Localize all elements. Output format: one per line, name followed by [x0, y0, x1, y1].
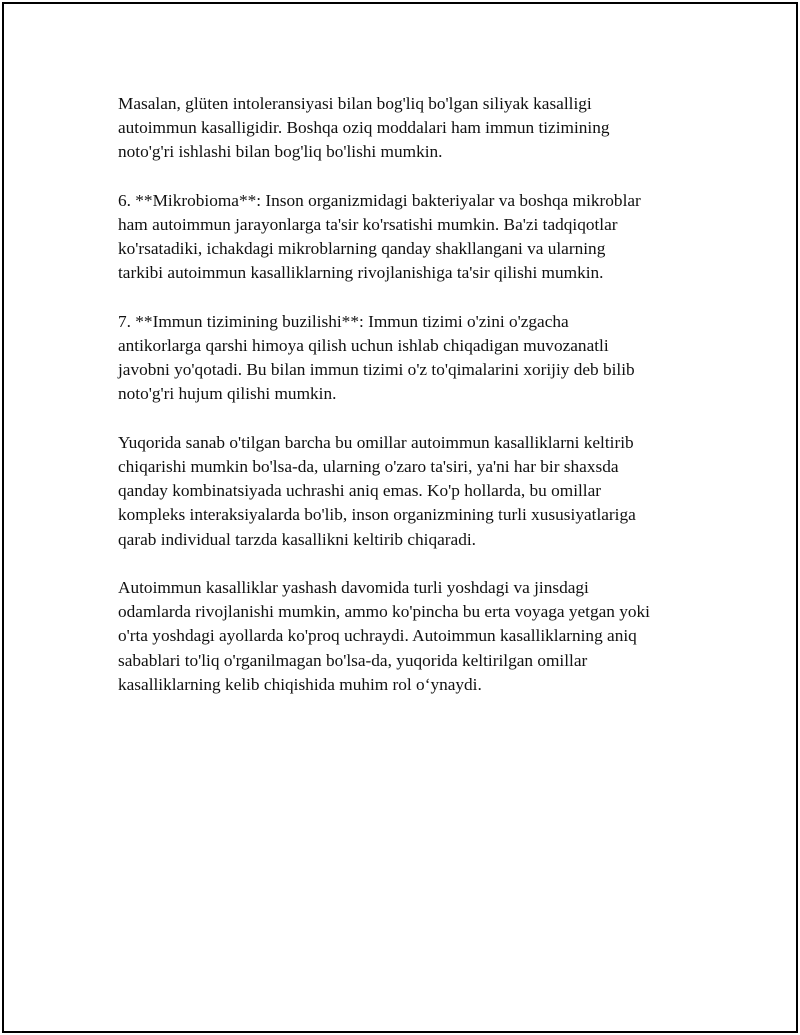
paragraph-immune-disruption: [118, 310, 708, 407]
text-line: ko'rsatadiki, ichakdagi mikroblarning qanday shakllangani va ularning: [118, 239, 606, 259]
text-line: o'rta yoshdagi ayollarda ko'proq uchraydi. Autoimmun kasalliklarning aniq: [118, 626, 637, 646]
text-line: sabablari to'liq o'rganilmagan bo'lsa-da, yuqorida keltirilgan omillar: [118, 650, 588, 670]
paragraph-summary-factors: [118, 431, 708, 552]
paragraph-celiac: [118, 92, 708, 165]
text-line: qanday kombinatsiyada uchrashi aniq emas. Ko'p hollarda, bu omillar: [118, 481, 602, 501]
text-line: Yuqorida sanab o'tilgan barcha bu omillar autoimmun kasalliklarni keltirib: [118, 432, 634, 452]
text-line: Masalan, glüten intoleransiyasi bilan bog'liq bo'lgan siliyak kasalligi: [118, 94, 592, 113]
text-line: qarab individual tarzda kasallikni keltirib chiqaradi.: [118, 529, 476, 549]
text-line: noto'g'ri hujum qilishi mumkin.: [118, 384, 337, 404]
text-line: 6. **Mikrobioma**: Inson organizmidagi bakteriyalar va boshqa mikroblar: [118, 190, 641, 210]
text-line: kompleks interaksiyalarda bo'lib, inson organizmining turli xususiyatlariga: [118, 505, 636, 525]
text-line: kasalliklarning kelib chiqishida muhim rol o‘ynaydi.: [118, 674, 482, 694]
paragraph-conclusion: [118, 576, 708, 697]
paragraph-microbiome: [118, 189, 708, 286]
text-line: Autoimmun kasalliklar yashash davomida turli yoshdagi va jinsdagi: [118, 578, 589, 597]
text-line: autoimmun kasalligidir. Boshqa oziq moddalari ham immun tizimining: [118, 118, 610, 138]
text-line: javobni yo'qotadi. Bu bilan immun tizimi o'z to'qimalarini xorijiy deb bilib: [118, 360, 635, 380]
text-line: noto'g'ri ishlashi bilan bog'liq bo'lishi mumkin.: [118, 142, 443, 162]
text-line: antikorlarga qarshi himoya qilish uchun ishlab chiqadigan muvozanatli: [118, 336, 609, 355]
text-line: odamlarda rivojlanishi mumkin, ammo ko'pincha bu erta voyaga yetgan yoki: [118, 602, 650, 622]
text-line: ham autoimmun jarayonlarga ta'sir ko'rsatishi mumkin. Ba'zi tadqiqotlar: [118, 215, 618, 234]
text-line: chiqarishi mumkin bo'lsa-da, ularning o'zaro ta'siri, ya'ni har bir shaxsda: [118, 457, 619, 476]
text-line: 7. **Immun tizimining buzilishi**: Immun tizimi o'zini o'zgacha: [118, 311, 569, 331]
text-line: tarkibi autoimmun kasalliklarning rivojlanishiga ta'sir qilishi mumkin.: [118, 263, 604, 283]
document-body: [118, 92, 708, 721]
